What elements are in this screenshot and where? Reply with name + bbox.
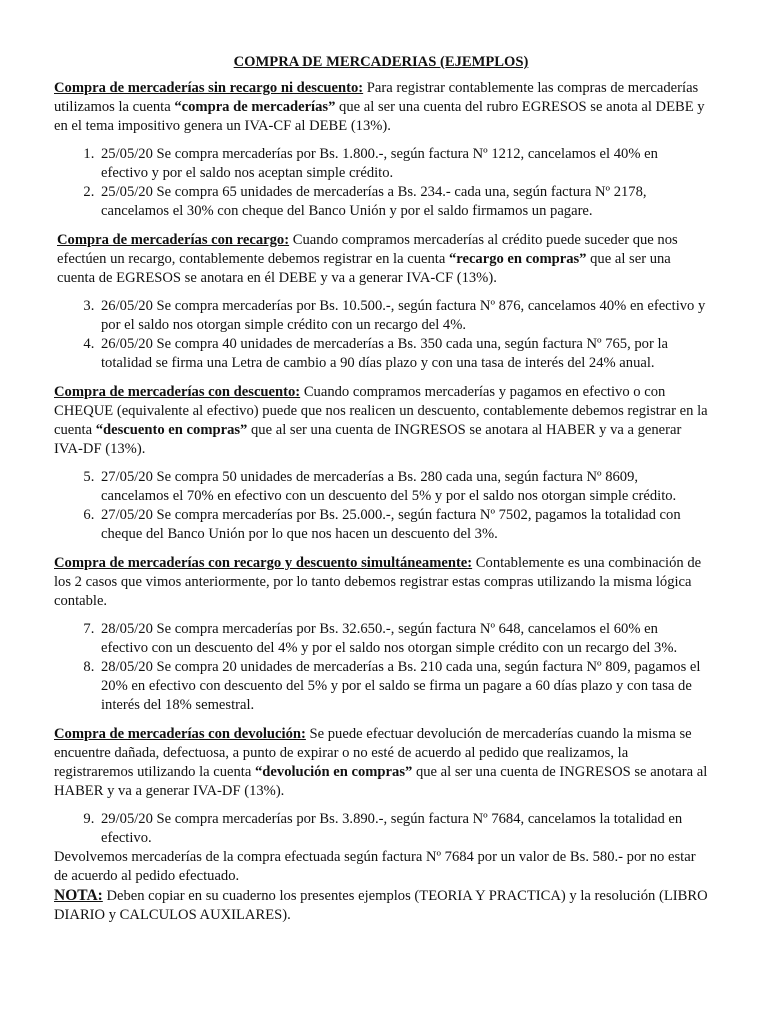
section-heading: Compra de mercaderías con devolución: — [54, 726, 306, 742]
note-paragraph — [54, 886, 708, 925]
list-item: 9. 29/05/20 Se compra mercaderías por Bs. 3.890.-, según factura Nº 7684, cancelamos la totalidad en efectivo. — [98, 810, 708, 848]
section-heading: Compra de mercaderías con recargo: — [57, 232, 290, 248]
section-text: que al ser una cuenta de EGRESOS se anotara en él DEBE y va a generar IVA-CF (13%). — [57, 251, 671, 286]
section-text: que al ser una cuenta de INGRESOS se anotara al HABER y va a generar IVA-DF (13%). — [54, 764, 708, 799]
section-intro — [54, 725, 708, 801]
section-intro — [54, 554, 708, 611]
example-list — [54, 468, 708, 544]
section-heading: Compra de mercaderías con descuento: — [54, 384, 301, 400]
account-term: “descuento en compras” — [95, 422, 248, 438]
account-term: “devolución en compras” — [255, 764, 413, 780]
example-list — [54, 810, 708, 848]
section-intro — [54, 231, 708, 288]
account-term: “compra de mercaderías” — [174, 99, 336, 115]
list-item: 2. 25/05/20 Se compra 65 unidades de mercaderías a Bs. 234.- cada una, según factura Nº 2178, cancelamos el 30% con cheque del Banco Unión y por el saldo firmamos un pagare. — [98, 183, 708, 221]
example-list — [54, 620, 708, 715]
note-text: Deben copiar en su cuaderno los presentes ejemplos (TEORIA Y PRACTICA) y la resolución (LIBRO DIARIO y CALCULOS AUXILARES). — [54, 888, 708, 923]
section-text: Cuando compramos mercaderías y pagamos en efectivo o con CHEQUE (equivalente al efectivo) puede que nos realicen un descuento, contablemente debemos registrar en la cuenta — [54, 384, 708, 438]
list-item: 4. 26/05/20 Se compra 40 unidades de mercaderías a Bs. 350 cada una, según factura Nº 765, por la totalidad se firma una Letra de cambio a 90 días plazo y con una tasa de interés del 24% anual. — [98, 335, 708, 373]
section-text: que al ser una cuenta del rubro EGRESOS se anota al DEBE y en el tema impositivo genera un IVA-CF al DEBE (13%). — [54, 99, 705, 134]
list-item: 1. 25/05/20 Se compra mercaderías por Bs. 1.800.-, según factura Nº 1212, cancelamos el 40% en efectivo y por el saldo nos aceptan simple crédito. — [98, 145, 708, 183]
section-text: Se puede efectuar devolución de mercaderías cuando la misma se encuentre dañada, defectuosa, a punto de expirar o no esté de acuerdo al pedido que realizamos, la registraremos utilizando la cuenta — [54, 726, 692, 780]
list-item: 5. 27/05/20 Se compra 50 unidades de mercaderías a Bs. 280 cada una, según factura Nº 8609, cancelamos el 70% en efectivo con un descuento del 5% y por el saldo nos otorgan simple crédito. — [98, 468, 708, 506]
example-list — [54, 145, 708, 221]
section-text: Para registrar contablemente las compras de mercaderías utilizamos la cuenta — [54, 80, 699, 115]
section-heading: Compra de mercaderías sin recargo ni descuento: — [54, 80, 364, 96]
example-list — [54, 297, 708, 373]
return-note: Devolvemos mercaderías de la compra efectuada según factura Nº 7684 por un valor de Bs. 580.- por no estar de acuerdo al pedido efectuado. — [54, 849, 696, 884]
section-text: que al ser una cuenta de INGRESOS se anotara al HABER y va a generar IVA-DF (13%). — [54, 422, 682, 457]
list-item: 8. 28/05/20 Se compra 20 unidades de mercaderías a Bs. 210 cada una, según factura Nº 809, pagamos el 20% en efectivo con descuento del 5% y por el saldo se firma un pagare a 60 días plazo y con tasa de interés del 18% semestral. — [98, 658, 708, 715]
section-intro — [54, 383, 708, 459]
list-item: 3. 26/05/20 Se compra mercaderías por Bs. 10.500.-, según factura Nº 876, cancelamos 40% en efectivo y por el saldo nos otorgan simple crédito con un recargo del 4%. — [98, 297, 708, 335]
list-item: 7. 28/05/20 Se compra mercaderías por Bs. 32.650.-, según factura Nº 648, cancelamos el 60% en efectivo con un descuento del 4% y por el saldo nos otorgan simple crédito con un recargo del 3%. — [98, 620, 708, 658]
section-text: Contablemente es una combinación de los 2 casos que vimos anteriormente, por lo tanto debemos registrar estas compras utilizando la misma lógica contable. — [54, 555, 702, 609]
section-heading: Compra de mercaderías con recargo y descuento simultáneamente: — [54, 555, 473, 571]
page-title: COMPRA DE MERCADERIAS (EJEMPLOS) — [233, 54, 529, 70]
note-label: NOTA: — [54, 887, 103, 904]
section-text: Cuando compramos mercaderías al crédito puede suceder que nos efectúen un recargo, contablemente debemos registrar en la cuenta — [57, 232, 678, 267]
section-intro — [54, 79, 708, 136]
account-term: “recargo en compras” — [448, 251, 587, 267]
list-item: 6. 27/05/20 Se compra mercaderías por Bs. 25.000.-, según factura Nº 7502, pagamos la totalidad con cheque del Banco Unión por lo que nos hacen un descuento del 3%. — [98, 506, 708, 544]
